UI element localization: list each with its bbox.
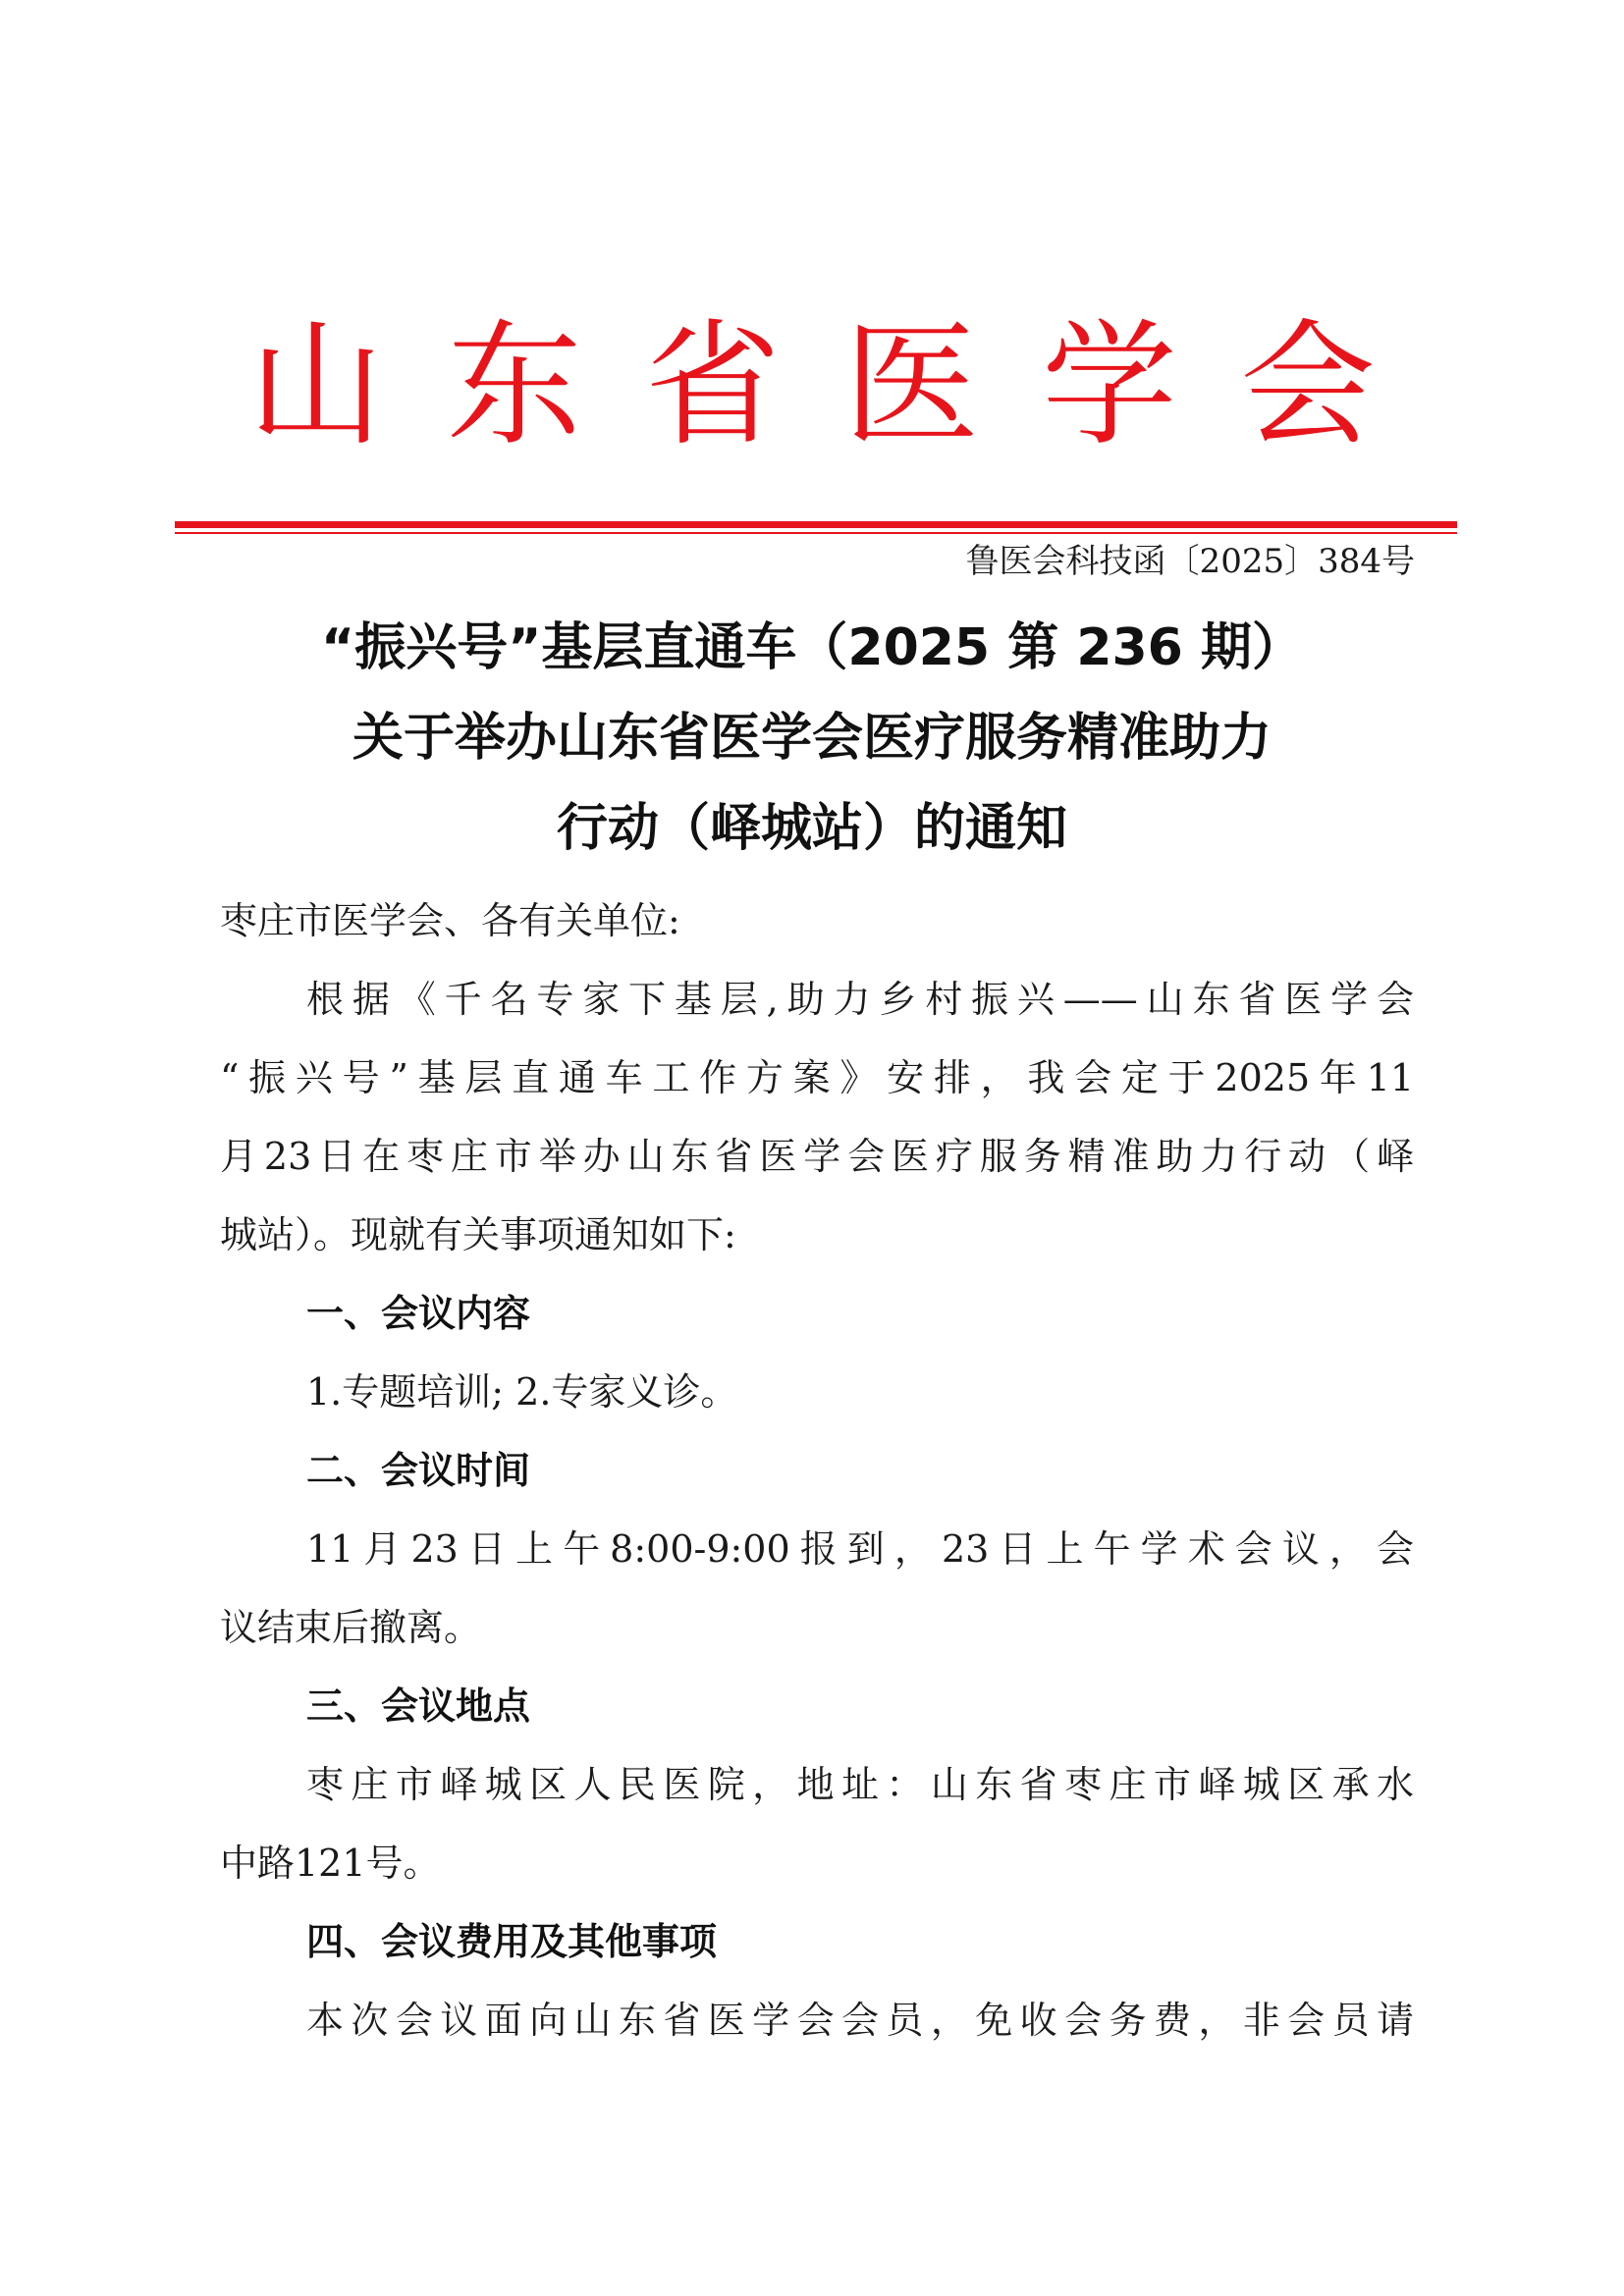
section-line: 1.专题培训; 2.专家义诊。: [306, 1370, 738, 1414]
section-line: 枣庄市峄城区人民医院，地址：山东省枣庄市峄城区承水: [306, 1763, 1414, 1806]
section-location: [220, 1667, 1414, 1902]
title-line-3: 行动（峄城站）的通知: [556, 799, 1067, 858]
document-number: 鲁医会科技函〔2025〕384号: [965, 542, 1415, 581]
section-line: 议结束后撤离。: [220, 1606, 482, 1649]
section-time: [220, 1431, 1414, 1667]
intro-paragraph: [220, 960, 1414, 1274]
masthead-org-name: 山东省医学会: [247, 306, 1438, 464]
section-line: 11月23日上午8:00-9:00报到，23日上午学术会议，会: [306, 1527, 1414, 1571]
title-line-2: 关于举办山东省医学会医疗服务精准助力: [352, 709, 1272, 768]
section-line: 本次会议面向山东省医学会会员，免收会务费，非会员请: [306, 1999, 1414, 2042]
intro-line-3: 月23日在枣庄市举办山东省医学会医疗服务精准助力行动（峄: [220, 1135, 1414, 1178]
section-heading: 一、会议内容: [306, 1292, 531, 1335]
section-fees: [220, 1902, 1414, 2059]
section-heading: 四、会议费用及其他事项: [306, 1920, 718, 1963]
intro-line-4: 城站）。现就有关事项通知如下:: [220, 1213, 736, 1256]
masthead-rule-thick: [175, 521, 1457, 528]
document-title: [167, 603, 1457, 874]
section-line: 中路121号。: [220, 1842, 441, 1885]
title-line-1: “振兴号”基层直通车（2025 第 236 期）: [321, 618, 1303, 677]
document-body: [220, 881, 1414, 2059]
intro-line-2: “振兴号”基层直通车工作方案》安排，我会定于2025年11: [220, 1056, 1414, 1099]
intro-line-1: 根据《千名专家下基层,助力乡村振兴——山东省医学会: [306, 978, 1414, 1021]
section-content: [220, 1274, 1414, 1431]
section-heading: 二、会议时间: [306, 1449, 531, 1492]
masthead-rule-thin: [175, 532, 1457, 534]
salutation: 枣庄市医学会、各有关单位:: [220, 899, 680, 942]
section-heading: 三、会议地点: [306, 1684, 531, 1728]
